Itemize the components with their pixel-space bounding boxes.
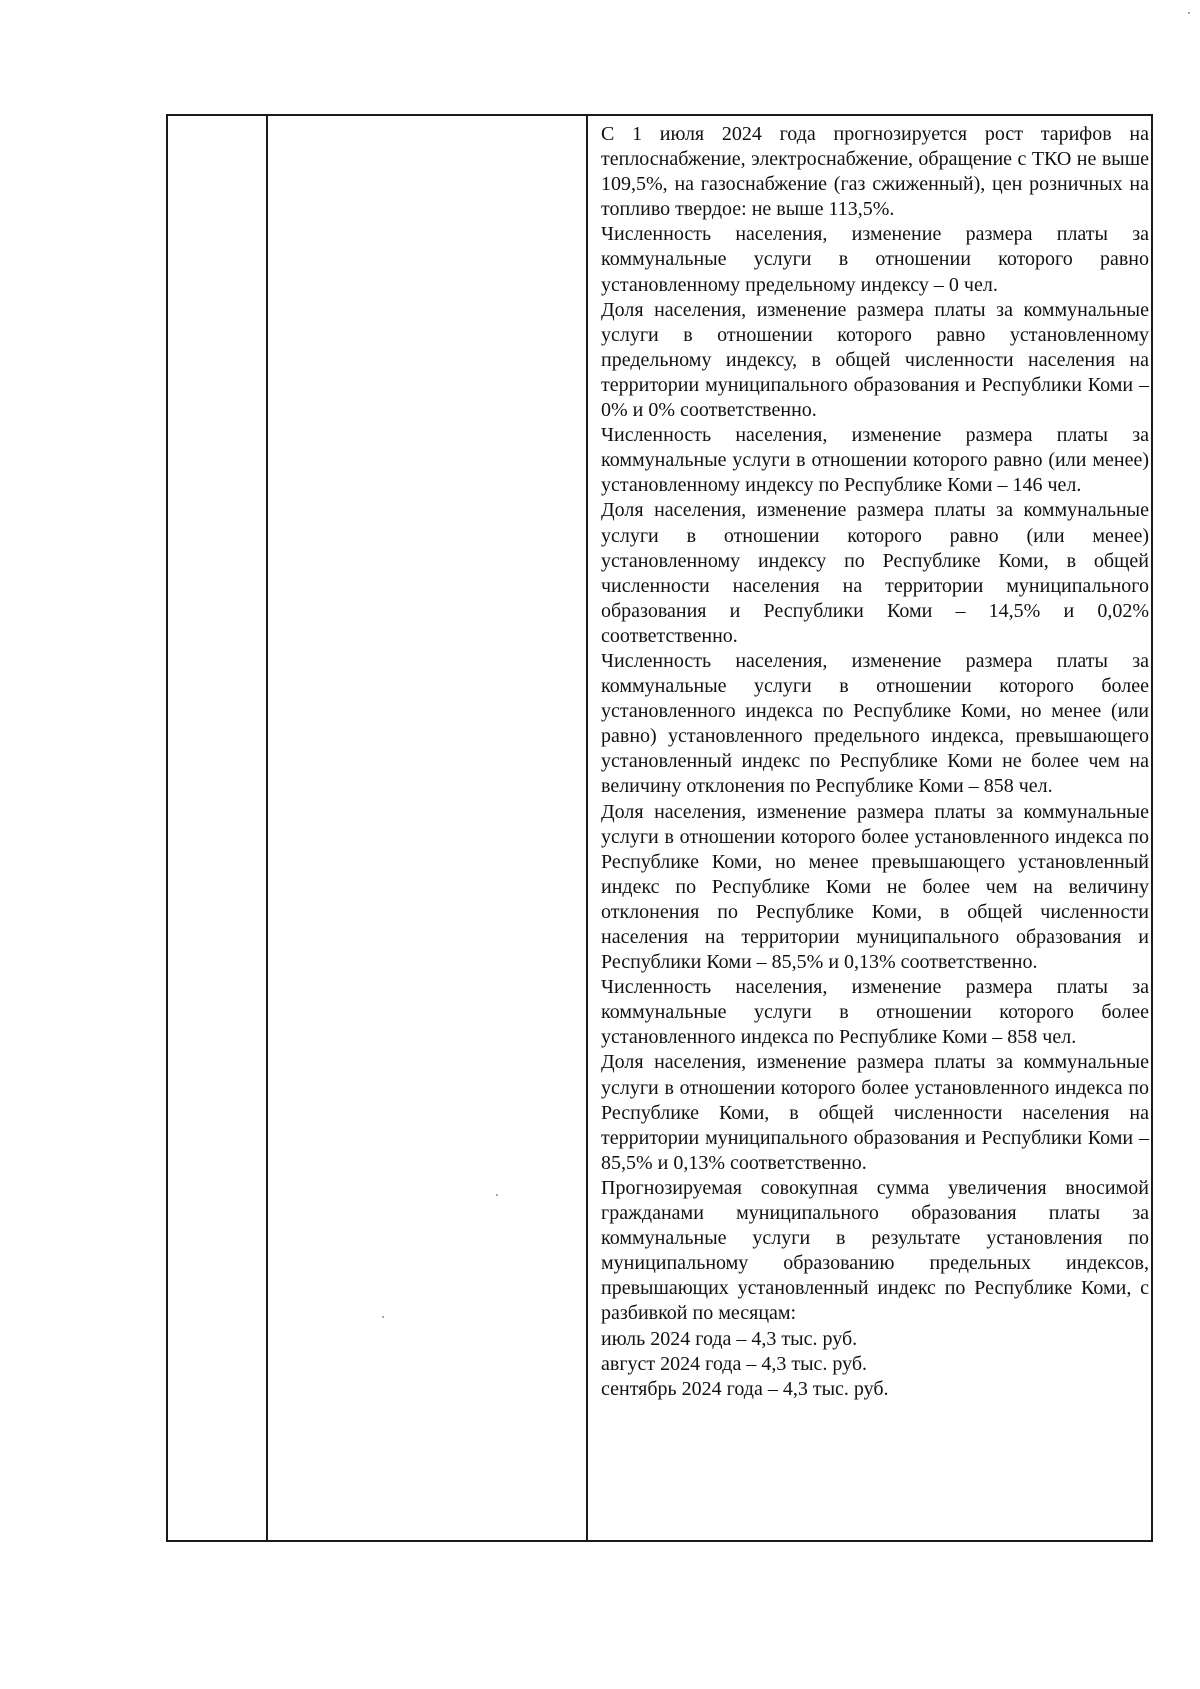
paragraph-share-above-index: Доля населения, изменение размера платы за коммунальные услуги в отношении которого более установленного индекса по Республике Коми, в общей численности населения на территории муниципального образования и Республики Коми – 85,5% и 0,13% соответственно. [601,1051,1149,1174]
scan-speck [496,1194,498,1196]
paragraph-population-equal-index: Численность населения, изменение размера платы за коммунальные услуги в отношении которого равно (или менее) установленному индексу по Республике Коми – 146 чел. [601,424,1149,497]
scan-speck [382,1316,384,1318]
table-cell-number [168,116,266,1540]
table-cell-indicator [268,116,586,1540]
paragraph-share-between-index: Доля населения, изменение размера платы за коммунальные услуги в отношении которого более установленного индекса по Республике Коми, но менее превышающего установленный индекс по Республике Коми не более чем на величину отклонения по Республике Коми, в общей численности населения на территории муниципального образования и Республики Коми – 85,5% и 0,13% соответственно. [601,800,1149,974]
column-divider [586,116,588,1540]
document-table [166,114,1153,1542]
paragraph-population-between-index: Численность населения, изменение размера платы за коммунальные услуги в отношении которого более установленного индекса по Республике Коми, но менее (или равно) установленного предельного индекса, превышающего установленный индекс по Республике Коми не более чем на величину отклонения по Республике Коми – 858 чел. [601,649,1149,798]
monthly-line-september: сентябрь 2024 года – 4,3 тыс. руб. [601,1377,889,1400]
paragraph-share-equal-limit: Доля населения, изменение размера платы за коммунальные услуги в отношении которого равно установленному предельному индексу, в общей численности населения на территории муниципального образования и Республики Коми – 0% и 0% соответственно. [601,298,1149,422]
paragraph-tariff-growth: С 1 июля 2024 года прогнозируется рост тарифов на теплоснабжение, электроснабжение, обращение с ТКО не выше 109,5%, на газоснабжение (газ сжиженный), цен розничных на топливо твердое: не выше 113,5%. [601,123,1149,221]
monthly-line-august: август 2024 года – 4,3 тыс. руб. [601,1352,868,1375]
scan-speck [1188,12,1190,14]
paragraph-share-equal-index: Доля населения, изменение размера платы за коммунальные услуги в отношении которого равно (или менее) установленному индексу по Республике Коми, в общей численности населения на территории муниципального образования и Республики Коми – 14,5% и 0,02% соответственно. [601,499,1149,647]
monthly-line-july: июль 2024 года – 4,3 тыс. руб. [601,1327,858,1350]
paragraph-population-above-index: Численность населения, изменение размера платы за коммунальные услуги в отношении которого более установленного индекса по Республике Коми – 858 чел. [601,976,1149,1049]
paragraph-forecast-total: Прогнозируемая совокупная сумма увеличения вносимой гражданами муниципального образования платы за коммунальные услуги в результате установления по муниципальному образованию предельных индексов, превышающих установленный индекс по Республике Коми, с разбивкой по месяцам: [601,1176,1149,1325]
paragraph-population-equal-limit: Численность населения, изменение размера платы за коммунальные услуги в отношении которого равно установленному предельному индексу – 0 чел. [601,223,1149,296]
table-cell-description [590,116,1148,1540]
